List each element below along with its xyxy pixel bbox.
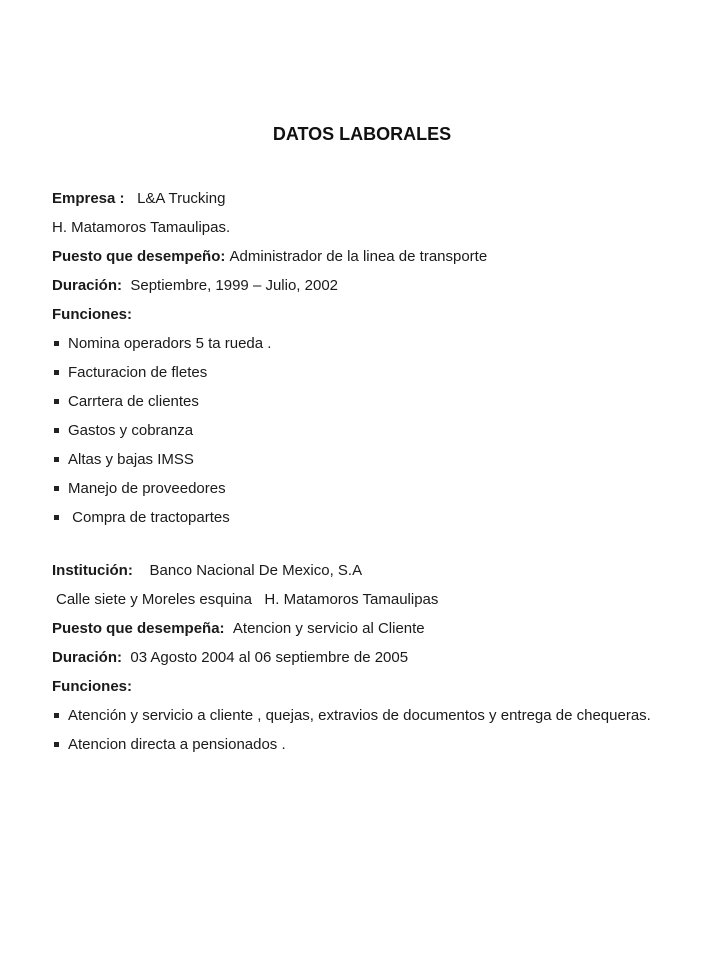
- duracion-value: 03 Agosto 2004 al 06 septiembre de 2005: [130, 649, 409, 666]
- list-item: Altas y bajas IMSS: [52, 451, 692, 469]
- list-item: Compra de tractopartes: [52, 509, 692, 527]
- empresa-label: Empresa :: [52, 190, 125, 207]
- institucion-line: [52, 562, 692, 580]
- funciones-list: [52, 707, 692, 754]
- puesto-value: Administrador de la linea de transporte: [229, 248, 488, 265]
- funciones-label: Funciones:: [52, 678, 133, 695]
- page-title: DATOS LABORALES: [272, 124, 452, 144]
- puesto-value: Atencion y servicio al Cliente: [232, 620, 425, 637]
- empresa-value: L&A Trucking: [137, 190, 226, 207]
- bullet-icon: [54, 341, 59, 346]
- list-item: Manejo de proveedores: [52, 480, 692, 498]
- bullet-icon: [54, 515, 59, 520]
- bullet-icon: [54, 370, 59, 375]
- location-line: H. Matamoros Tamaulipas.: [52, 219, 231, 236]
- institucion-value: Banco Nacional De Mexico, S.A: [149, 562, 363, 579]
- job-section-1: [52, 190, 692, 538]
- empresa-line: [52, 190, 692, 208]
- bullet-icon: [54, 457, 59, 462]
- puesto-label: Puesto que desempeño:: [52, 248, 226, 265]
- puesto-label: Puesto que desempeña:: [52, 620, 225, 637]
- list-item: Facturacion de fletes: [52, 364, 692, 382]
- list-item: Atención y servicio a cliente , quejas, extravios de documentos y entrega de chequeras.: [52, 707, 652, 725]
- job-section-2: [52, 562, 692, 765]
- address-line: Calle siete y Moreles esquina H. Matamoros Tamaulipas: [56, 591, 439, 608]
- list-item: Nomina operadors 5 ta rueda .: [52, 335, 692, 353]
- puesto-line: [52, 620, 692, 638]
- bullet-icon: [54, 486, 59, 491]
- funciones-label: Funciones:: [52, 306, 133, 323]
- duracion-label: Duración:: [52, 277, 123, 294]
- duracion-line: [52, 649, 692, 667]
- list-item: Atencion directa a pensionados .: [52, 736, 692, 754]
- bullet-icon: [54, 399, 59, 404]
- list-item: Carrtera de clientes: [52, 393, 692, 411]
- duracion-label: Duración:: [52, 649, 123, 666]
- bullet-icon: [54, 428, 59, 433]
- institucion-label: Institución:: [52, 562, 133, 579]
- funciones-list: [52, 335, 692, 527]
- list-item: Gastos y cobranza: [52, 422, 692, 440]
- duracion-line: [52, 277, 692, 295]
- duracion-value: Septiembre, 1999 – Julio, 2002: [130, 277, 339, 294]
- bullet-icon: [54, 713, 59, 718]
- puesto-line: [52, 248, 692, 266]
- bullet-icon: [54, 742, 59, 747]
